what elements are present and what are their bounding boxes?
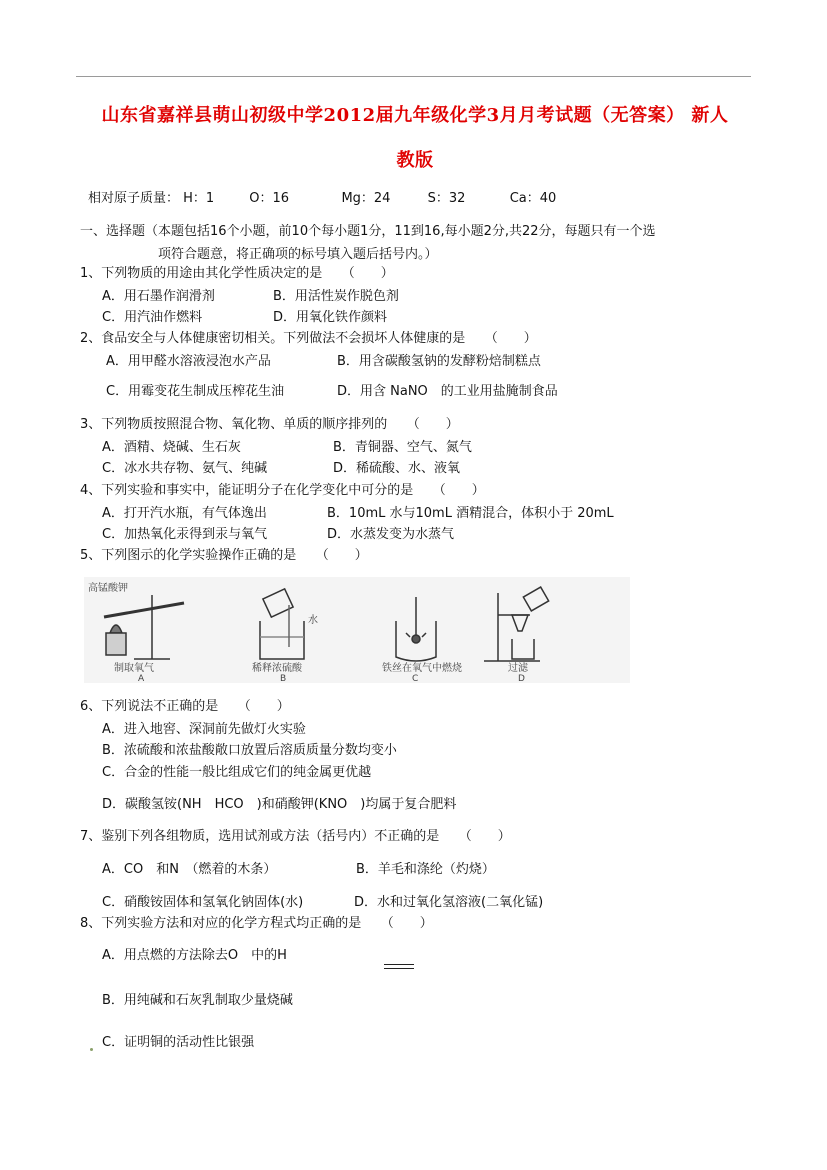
question-3-option-a: A．酒精、烧碱、生石灰 xyxy=(102,440,241,455)
question-6-stem: 6、下列说法不正确的是 （ ） xyxy=(80,699,290,714)
question-1-option-c: C．用汽油作燃料 xyxy=(102,310,203,325)
question-2-option-b: B．用含碳酸氢钠的发酵粉焙制糕点 xyxy=(337,354,541,369)
question-1-stem: 1、下列物质的用途由其化学性质决定的是 （ ） xyxy=(80,266,394,281)
figure-label-c-caption: 铁丝在氧气中燃烧 xyxy=(382,663,462,674)
question-4-option-d: D．水蒸发变为水蒸气 xyxy=(327,527,455,542)
question-2-option-a: A．用甲醛水溶液浸泡水产品 xyxy=(106,354,271,369)
atomic-mass-h: H：1 xyxy=(183,191,215,206)
question-7-option-d: D．水和过氧化氢溶液(二氧化锰) xyxy=(354,895,544,910)
question-3-option-b: B．青铜器、空气、氮气 xyxy=(333,440,472,455)
question-3-option-c: C．冰水共存物、氨气、纯碱 xyxy=(102,461,268,476)
question-4-option-a: A．打开汽水瓶，有气体逸出 xyxy=(102,506,267,521)
atomic-mass-s: S：32 xyxy=(427,191,466,206)
section-instructions-1: 一、选择题（本题包括16个小题，前10个每小题1分，11到16,每小题2分,共22分，每题只有一个选 xyxy=(80,224,656,239)
question-7-stem: 7、鉴别下列各组物质，选用试剂或方法（括号内）不正确的是 （ ） xyxy=(80,829,511,844)
atomic-mass-mg: Mg：24 xyxy=(341,191,391,206)
figure-label-b: B xyxy=(280,674,287,683)
question-5-stem: 5、下列图示的化学实验操作正确的是 （ ） xyxy=(80,548,368,563)
figure-label-d-caption: 过滤 xyxy=(508,663,528,674)
section-instructions-2: 项符合题意，将正确项的标号填入题后括号内。） xyxy=(158,247,438,262)
stray-mark xyxy=(90,1048,93,1051)
page-title-line-2: 教版 xyxy=(396,150,434,171)
equation-arrow xyxy=(384,964,414,969)
spark-c xyxy=(412,635,420,643)
question-8-option-c: C．证明铜的活动性比银强 xyxy=(102,1035,255,1050)
question-4-option-b: B．10mL 水与10mL 酒精混合，体积小于 20mL xyxy=(327,506,614,521)
question-2-stem: 2、食品安全与人体健康密切相关。下列做法不会损坏人体健康的是 （ ） xyxy=(80,331,537,346)
figure-label-b-caption: 稀释浓硫酸 xyxy=(252,663,302,674)
figure-label-c: C xyxy=(412,674,419,683)
lab-operations-figure xyxy=(84,577,630,683)
figure-label-d: D xyxy=(518,674,525,683)
alcohol-lamp xyxy=(106,633,126,655)
question-8-option-b: B．用纯碱和石灰乳制取少量烧碱 xyxy=(102,993,293,1008)
question-3-stem: 3、下列物质按照混合物、氧化物、单质的顺序排列的 （ ） xyxy=(80,417,459,432)
question-1-option-b: B．用活性炭作脱色剂 xyxy=(273,289,399,304)
question-6-option-a: A．进入地窖、深洞前先做灯火实验 xyxy=(102,722,306,737)
question-8-option-a: A．用点燃的方法除去O 中的H xyxy=(102,948,287,963)
question-2-option-d: D．用含 NaNO 的工业用盐腌制食品 xyxy=(337,384,558,399)
question-7-option-b: B．羊毛和涤纶（灼烧） xyxy=(356,862,495,877)
question-1-option-d: D．用氧化铁作颜料 xyxy=(273,310,388,325)
figure-label-kmno4: 高锰酸钾 xyxy=(88,583,128,594)
atomic-mass-line xyxy=(88,191,556,207)
question-4-option-c: C．加热氧化汞得到汞与氧气 xyxy=(102,527,268,542)
atomic-mass-o: O：16 xyxy=(249,191,290,206)
question-6-option-c: C．合金的性能一般比组成它们的纯金属更优越 xyxy=(102,765,372,780)
question-7-option-c: C．硝酸铵固体和氢氧化钠固体(水) xyxy=(102,895,304,910)
question-4-stem: 4、下列实验和事实中，能证明分子在化学变化中可分的是 （ ） xyxy=(80,483,485,498)
figure-label-a-caption: 制取氧气 xyxy=(114,663,154,674)
figure-label-water: 水 xyxy=(308,615,318,626)
question-8-stem: 8、下列实验方法和对应的化学方程式均正确的是 （ ） xyxy=(80,916,433,931)
question-1-option-a: A．用石墨作润滑剂 xyxy=(102,289,215,304)
atomic-mass-ca: Ca：40 xyxy=(509,191,557,206)
question-3-option-d: D．稀硫酸、水、液氧 xyxy=(333,461,461,476)
question-6-option-b: B．浓硫酸和浓盐酸敞口放置后溶质质量分数均变小 xyxy=(102,743,397,758)
header-rule xyxy=(76,76,751,77)
question-6-option-d: D．碳酸氢铵(NH HCO )和硝酸钾(KNO )均属于复合肥料 xyxy=(102,797,457,812)
page-title-line-1: 山东省嘉祥县萌山初级中学2012届九年级化学3月月考试题（无答案） 新人 xyxy=(101,105,729,126)
figure-label-a: A xyxy=(138,674,145,683)
question-2-option-c: C．用霉变花生制成压榨花生油 xyxy=(106,384,285,399)
figure-background xyxy=(84,577,630,683)
atomic-mass-label: 相对原子质量： xyxy=(88,191,180,206)
question-7-option-a: A．CO 和N （燃着的木条） xyxy=(102,862,277,877)
